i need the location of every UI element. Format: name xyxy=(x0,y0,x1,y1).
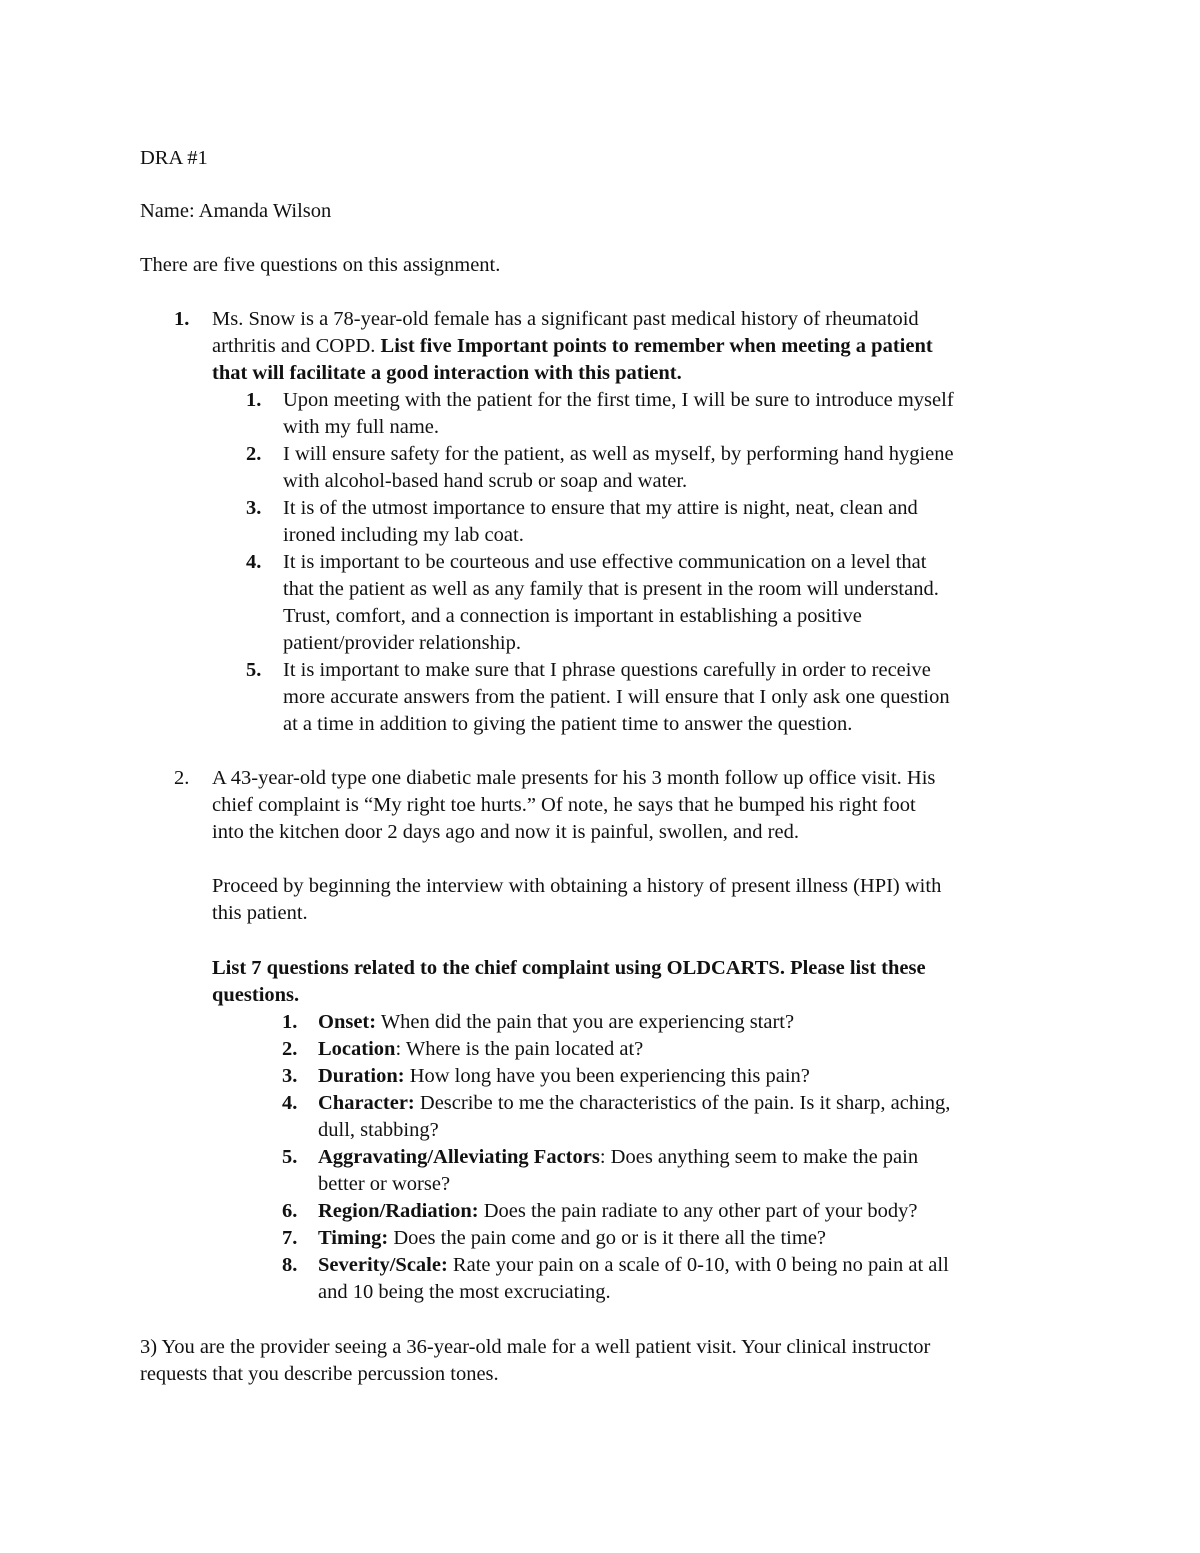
question-2-line: chief complaint is “My right toe hurts.” Of note, he says that he bumped his right foot xyxy=(212,794,916,816)
answer-text: Does the pain radiate to any other part of your body? xyxy=(478,1200,918,1222)
answer-text: : Does anything seem to make the pain xyxy=(599,1146,919,1168)
answer-line xyxy=(318,1090,950,1117)
answer-label: Duration: xyxy=(318,1065,405,1087)
question-1-prompt: that will facilitate a good interaction with this patient. xyxy=(212,362,682,384)
answer-text: Describe to me the characteristics of the pain. Is it sharp, aching, xyxy=(414,1092,951,1114)
answer-line: patient/provider relationship. xyxy=(283,632,521,654)
question-2-prompt: questions. xyxy=(212,984,300,1006)
answer-line: Upon meeting with the patient for the first time, I will be sure to introduce myself xyxy=(283,389,954,411)
answer-line xyxy=(318,1252,949,1279)
answer-line: It is of the utmost importance to ensure that my attire is night, neat, clean and xyxy=(283,497,918,519)
student-name: Name: Amanda Wilson xyxy=(140,200,332,222)
answer-number: 6. xyxy=(282,1200,298,1222)
answer-text: : Where is the pain located at? xyxy=(395,1038,644,1060)
answer-label: Onset: xyxy=(318,1011,377,1033)
answer-number: 3. xyxy=(246,497,262,519)
answer-line: ironed including my lab coat. xyxy=(283,524,524,546)
answer-line xyxy=(318,1036,643,1063)
answer-number: 2. xyxy=(282,1038,298,1060)
answer-text: Does the pain come and go or is it there all the time? xyxy=(388,1227,827,1249)
question-2-line: Proceed by beginning the interview with obtaining a history of present illness (HPI) with xyxy=(212,875,942,897)
question-2-line: A 43-year-old type one diabetic male presents for his 3 month follow up office visit. His xyxy=(212,767,936,789)
document-title: DRA #1 xyxy=(140,147,208,169)
intro-text: There are five questions on this assignment. xyxy=(140,254,501,276)
answer-line: with alcohol-based hand scrub or soap and water. xyxy=(283,470,688,492)
answer-number: 2. xyxy=(246,443,262,465)
question-1-line: Ms. Snow is a 78-year-old female has a significant past medical history of rheumatoid xyxy=(212,308,919,330)
answer-number: 4. xyxy=(246,551,262,573)
answer-line: Trust, comfort, and a connection is important in establishing a positive xyxy=(283,605,862,627)
answer-label: Character: xyxy=(318,1092,415,1114)
answer-line: and 10 being the most excruciating. xyxy=(318,1281,611,1303)
answer-line: with my full name. xyxy=(283,416,440,438)
question-3-line: requests that you describe percussion tones. xyxy=(140,1363,499,1385)
answer-number: 3. xyxy=(282,1065,298,1087)
answer-line: dull, stabbing? xyxy=(318,1119,439,1141)
question-1-prompt: List five Important points to remember when meeting a patient xyxy=(380,335,933,357)
answer-line: more accurate answers from the patient. I will ensure that I only ask one question xyxy=(283,686,950,708)
answer-line xyxy=(318,1144,918,1171)
answer-label: Timing: xyxy=(318,1227,389,1249)
answer-line xyxy=(318,1009,794,1036)
question-1-line xyxy=(212,333,933,360)
answer-line xyxy=(318,1063,810,1090)
answer-text: When did the pain that you are experiencing start? xyxy=(376,1011,795,1033)
answer-line xyxy=(318,1225,826,1252)
answer-line: better or worse? xyxy=(318,1173,451,1195)
answer-line: that the patient as well as any family that is present in the room will understand. xyxy=(283,578,939,600)
question-3-line: 3) You are the provider seeing a 36-year-old male for a well patient visit. Your clinical instructor xyxy=(140,1336,931,1358)
answer-number: 8. xyxy=(282,1254,298,1276)
answer-line: I will ensure safety for the patient, as well as myself, by performing hand hygiene xyxy=(283,443,954,465)
answer-line: at a time in addition to giving the patient time to answer the question. xyxy=(283,713,853,735)
question-2-line: into the kitchen door 2 days ago and now it is painful, swollen, and red. xyxy=(212,821,799,843)
answer-label: Aggravating/Alleviating Factors xyxy=(318,1146,600,1168)
answer-label: Region/Radiation: xyxy=(318,1200,479,1222)
question-2-number: 2. xyxy=(174,767,190,789)
answer-line: It is important to make sure that I phrase questions carefully in order to receive xyxy=(283,659,931,681)
question-2-line: this patient. xyxy=(212,902,308,924)
question-1-text: arthritis and COPD. xyxy=(212,335,381,357)
answer-number: 7. xyxy=(282,1227,298,1249)
answer-line xyxy=(318,1198,918,1225)
answer-number: 1. xyxy=(282,1011,298,1033)
answer-line: It is important to be courteous and use effective communication on a level that xyxy=(283,551,927,573)
question-1-number: 1. xyxy=(174,308,190,330)
answer-label: Location xyxy=(318,1038,396,1060)
answer-number: 5. xyxy=(282,1146,298,1168)
answer-number: 1. xyxy=(246,389,262,411)
answer-number: 5. xyxy=(246,659,262,681)
answer-text: Rate your pain on a scale of 0-10, with 0 being no pain at all xyxy=(447,1254,949,1276)
question-2-prompt: List 7 questions related to the chief complaint using OLDCARTS. Please list these xyxy=(212,957,926,979)
answer-number: 4. xyxy=(282,1092,298,1114)
answer-text: How long have you been experiencing this pain? xyxy=(404,1065,810,1087)
answer-label: Severity/Scale: xyxy=(318,1254,448,1276)
